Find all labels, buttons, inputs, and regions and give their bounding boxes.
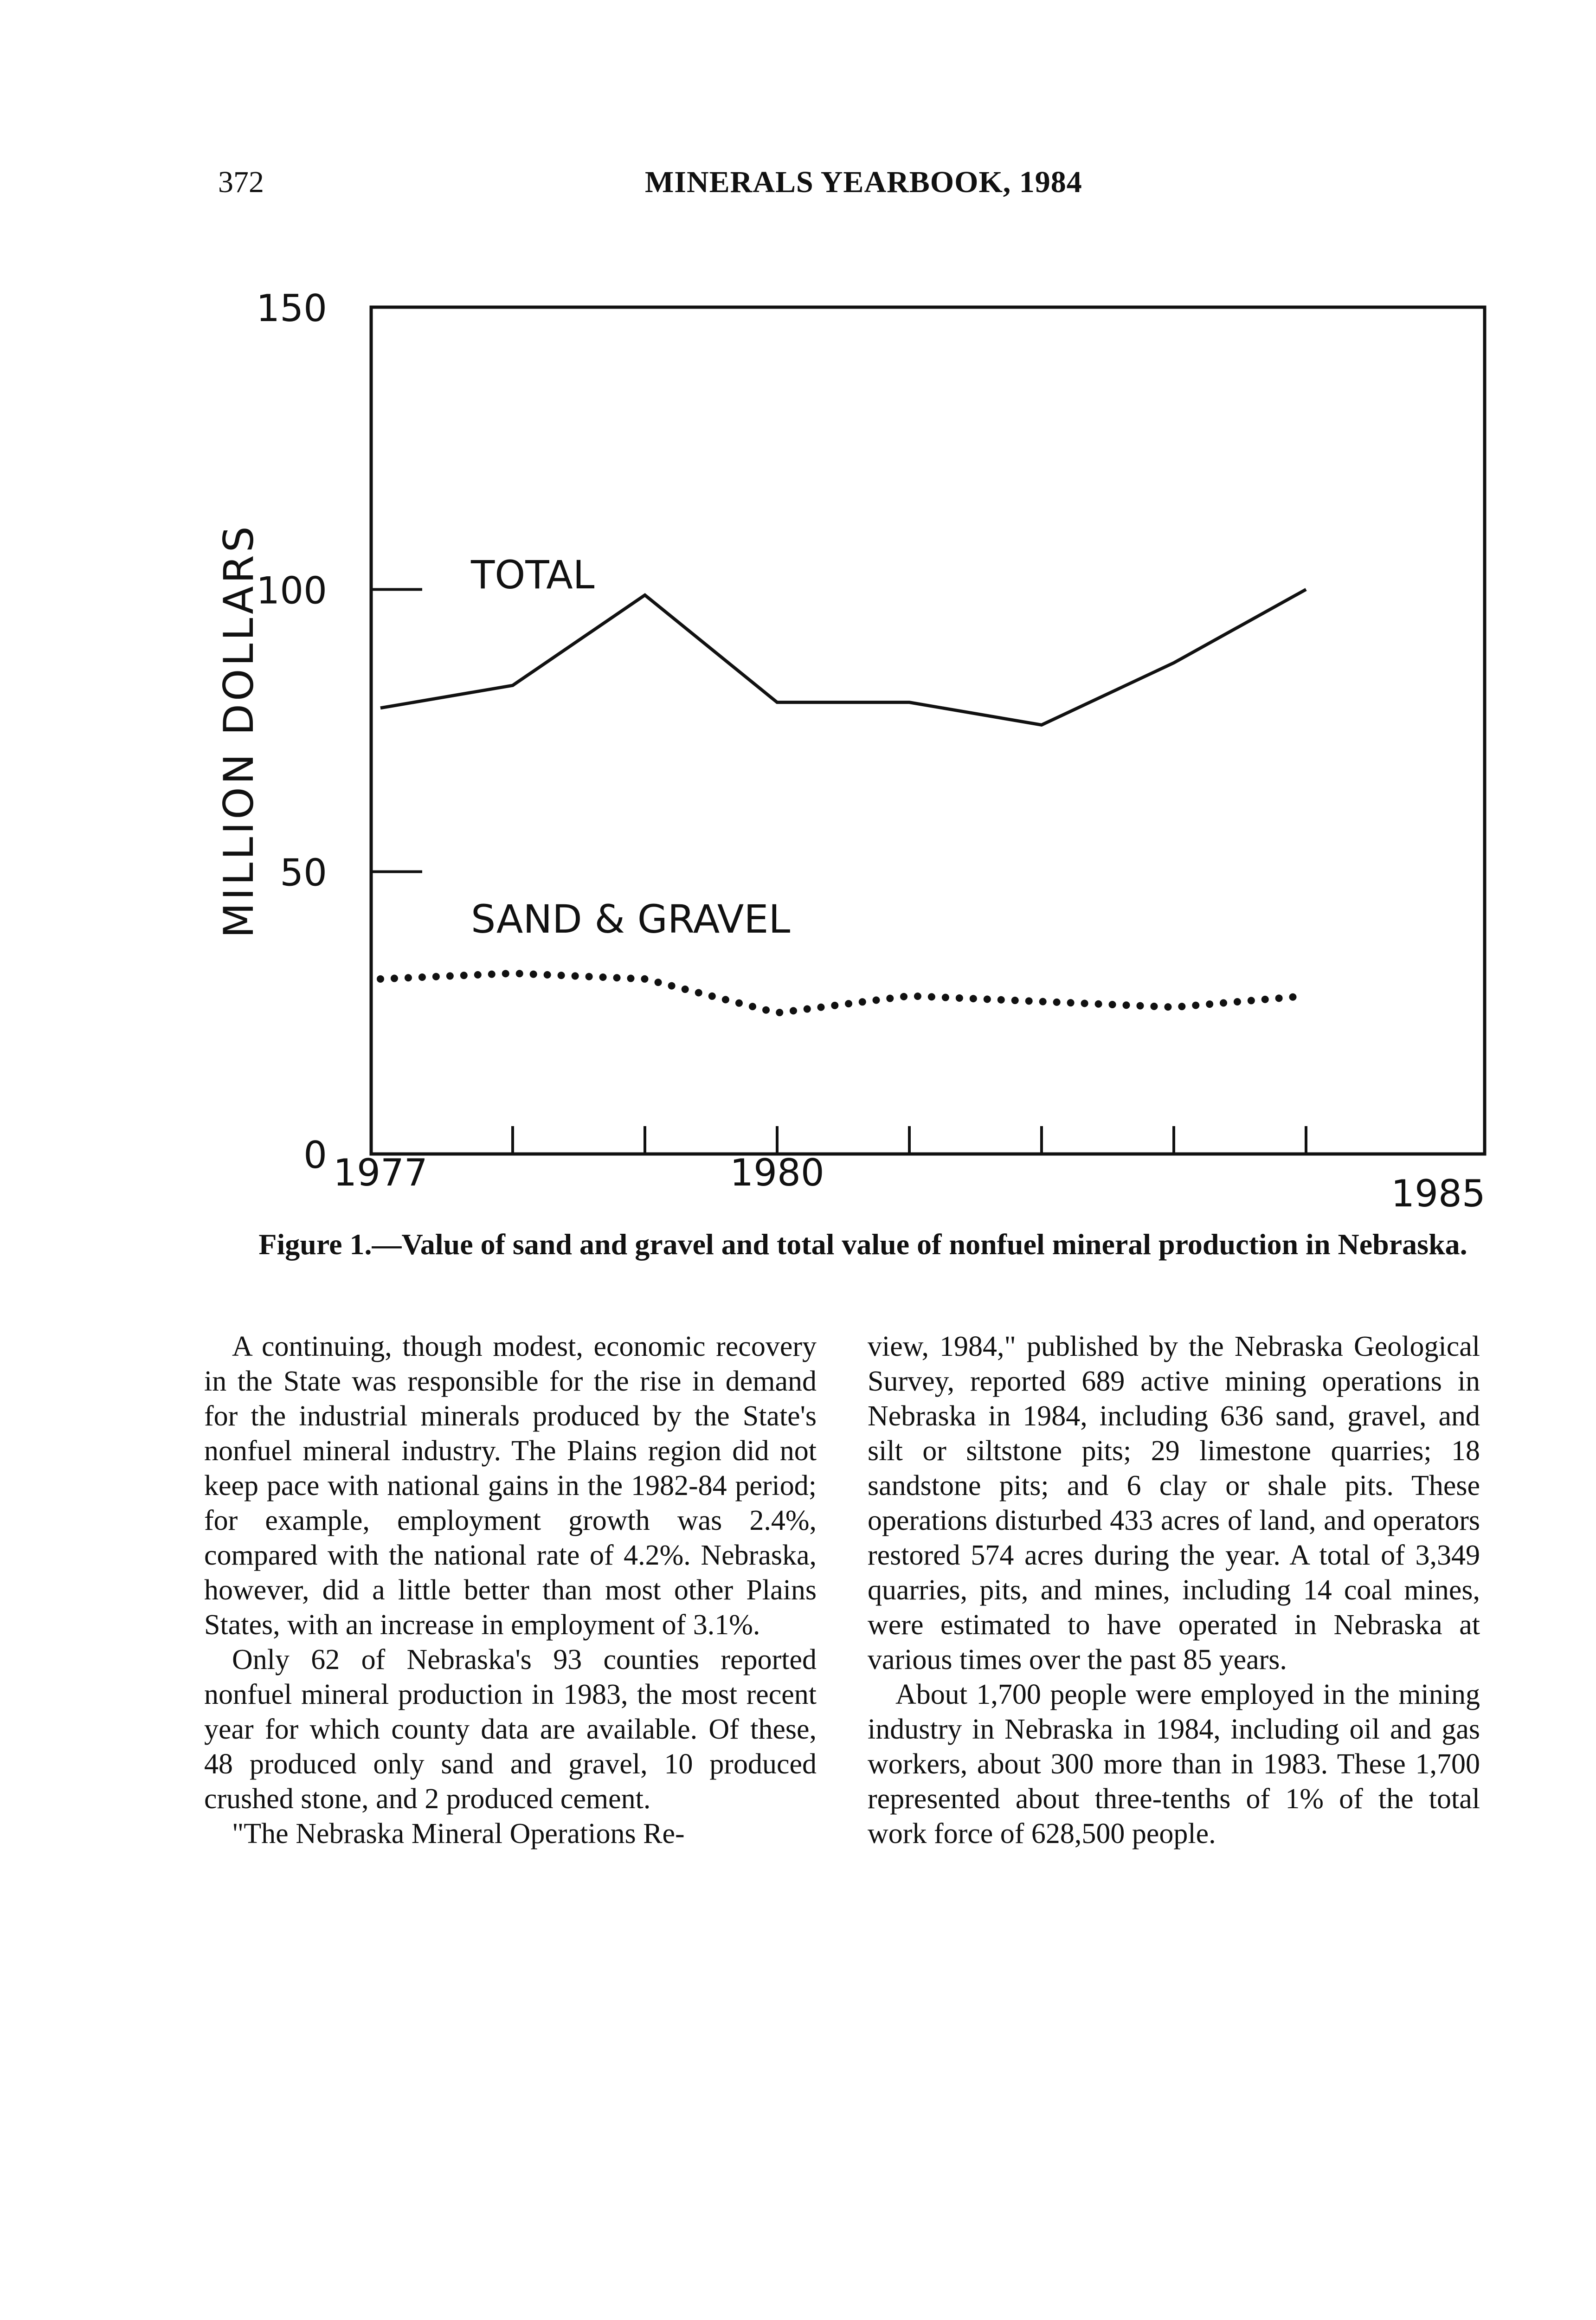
running-title: MINERALS YEARBOOK, 1984 [645, 165, 1082, 199]
paragraph: "The Nebraska Mineral Operations Re- [232, 1818, 685, 1850]
text-column-right [868, 1329, 1480, 1851]
paragraph: Only 62 of Nebraska's 93 counties reported nonfuel mineral production in 1983, the most recent year for which county data are available. Of these, 48 produced only sand and gravel, 10 produced crushed stone, and 2 produced cement. [204, 1644, 817, 1815]
x-tick-label: 1985 [1391, 1172, 1486, 1215]
series-line-total [380, 589, 1306, 725]
y-tick-label: 50 [280, 851, 327, 895]
y-axis-label: MILLION DOLLARS [215, 523, 263, 938]
x-tick-label: 1980 [730, 1151, 824, 1194]
plot-frame [371, 307, 1485, 1154]
text-column-left [204, 1329, 817, 1851]
paragraph: About 1,700 people were employed in the mining industry in Nebraska in 1984, including oil and gas workers, about 300 more than in 1983. These 1,700 represented about three-tenths of 1% of the total work force of 628,500 people. [868, 1679, 1480, 1850]
y-tick-label: 150 [256, 287, 327, 330]
paragraph-continuation: view, 1984," published by the Nebraska Geological Survey, reported 689 active mining operations in Nebraska in 1984, including 636 sand, gravel, and silt or siltstone pits; 29 limestone quarries; 18 sandstone pits; and 6 clay or shale pits. These operations disturbed 433 acres of land, and operators restored 574 acres during the year. A total of 3,349 quarries, pits, and mines, including 14 coal mines, were estimated to have operated in Nebraska at various times over the past 85 years. [868, 1331, 1480, 1676]
x-tick-label: 1977 [333, 1151, 428, 1194]
y-tick-label: 100 [256, 569, 327, 612]
series-label: SAND & GRAVEL [471, 896, 791, 942]
y-tick-label: 0 [303, 1134, 327, 1177]
series-label: TOTAL [471, 552, 595, 598]
series-line-sand-gravel [380, 973, 1306, 1013]
paragraph: A continuing, though modest, economic recovery in the State was responsible for the rise in demand for the industrial minerals produced by the State's nonfuel mineral industry. The Plains region did not keep pace with national gains in the 1982-84 period; for example, employment growth was 2.4%, compared with the national rate of 4.2%. Nebraska, however, did a little better than most other Plains States, with an increase in employment of 3.1%. [204, 1331, 817, 1641]
page-number: 372 [218, 165, 264, 199]
figure-caption: Figure 1.—Value of sand and gravel and total value of nonfuel mineral production in Nebraska. [258, 1228, 1467, 1261]
